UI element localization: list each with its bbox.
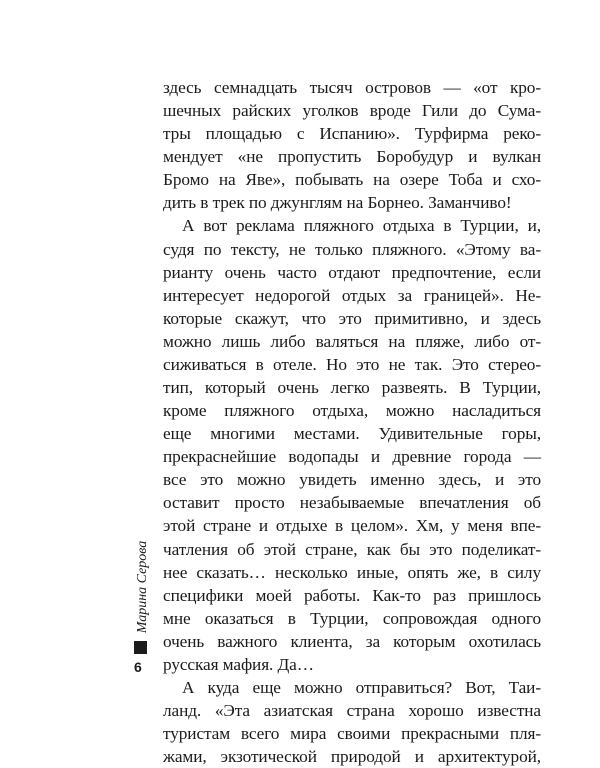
text-line: ланд. «Эта азиатская страна хорошо известна: [163, 701, 541, 721]
body-text: [163, 76, 541, 768]
text-line: мендует «не пропустить Боробудур и вулкан: [163, 147, 541, 167]
text-line: этой стране и отдыхе в целом». Хм, у меня впе-: [163, 516, 541, 536]
text-line: Бромо на Яве», побывать на озере Тоба и схо-: [163, 170, 541, 190]
text-line: оставит просто незабываемые впечатления об: [163, 493, 541, 513]
text-line: прекраснейшие водопады и древние города —: [163, 447, 541, 467]
text-line: мне оказаться в Турции, сопровождая одного: [163, 608, 541, 628]
text-line: которые скажут, что это примитивно, и здесь: [163, 308, 541, 328]
text-line: рианту очень часто отдают предпочтение, если: [163, 262, 541, 282]
text-line: чатления об этой стране, как бы это поделикат-: [163, 539, 541, 559]
text-line: тип, который очень легко развеять. В Турции,: [163, 378, 541, 398]
text-line: еще многими местами. Удивительные горы,: [163, 424, 541, 444]
text-line: очень важного клиента, за которым охотилась: [163, 631, 541, 651]
text-line: здесь семнадцать тысяч островов — «от кро-: [163, 78, 541, 97]
text-line: нее сказать… несколько иные, опять же, в силу: [163, 562, 541, 582]
text-line: туристам всего мира своими прекрасными пля-: [163, 724, 541, 744]
text-line: шечных райских уголков вроде Гили до Сума-: [163, 101, 541, 121]
text-line: все это можно увидеть именно здесь, и это: [163, 470, 541, 490]
text-line: русская мафия. Да…: [163, 654, 314, 674]
text-line: тры площадью с Испанию». Турфирма реко-: [163, 124, 541, 144]
text-line: сиживаться в отеле. Но это не так. Это стерео-: [163, 354, 541, 374]
text-line: жами, экзотической природой и архитектурой,: [163, 747, 541, 767]
square-marker-icon: [134, 641, 147, 654]
text-line: специфики моей работы. Как-то раз пришлось: [163, 585, 541, 605]
text-line: А вот реклама пляжного отдыха в Турции, и,: [182, 216, 541, 236]
text-line: дить в трек по джунглям на Борнео. Заманчиво!: [163, 193, 512, 213]
text-line: А куда еще можно отправиться? Вот, Таи-: [182, 678, 541, 698]
running-title-text: Марина Серова: [135, 540, 150, 634]
page-number: 6: [134, 659, 142, 675]
text-line: можно лишь либо валяться на пляже, либо от-: [163, 331, 541, 351]
text-line: интересует недорогой отдых за границей». Не-: [163, 285, 541, 305]
text-line: кроме пляжного отдыха, можно насладиться: [163, 401, 541, 421]
text-line: судя по тексту, не только пляжного. «Этому ва-: [163, 239, 541, 259]
running-title: [133, 540, 153, 634]
